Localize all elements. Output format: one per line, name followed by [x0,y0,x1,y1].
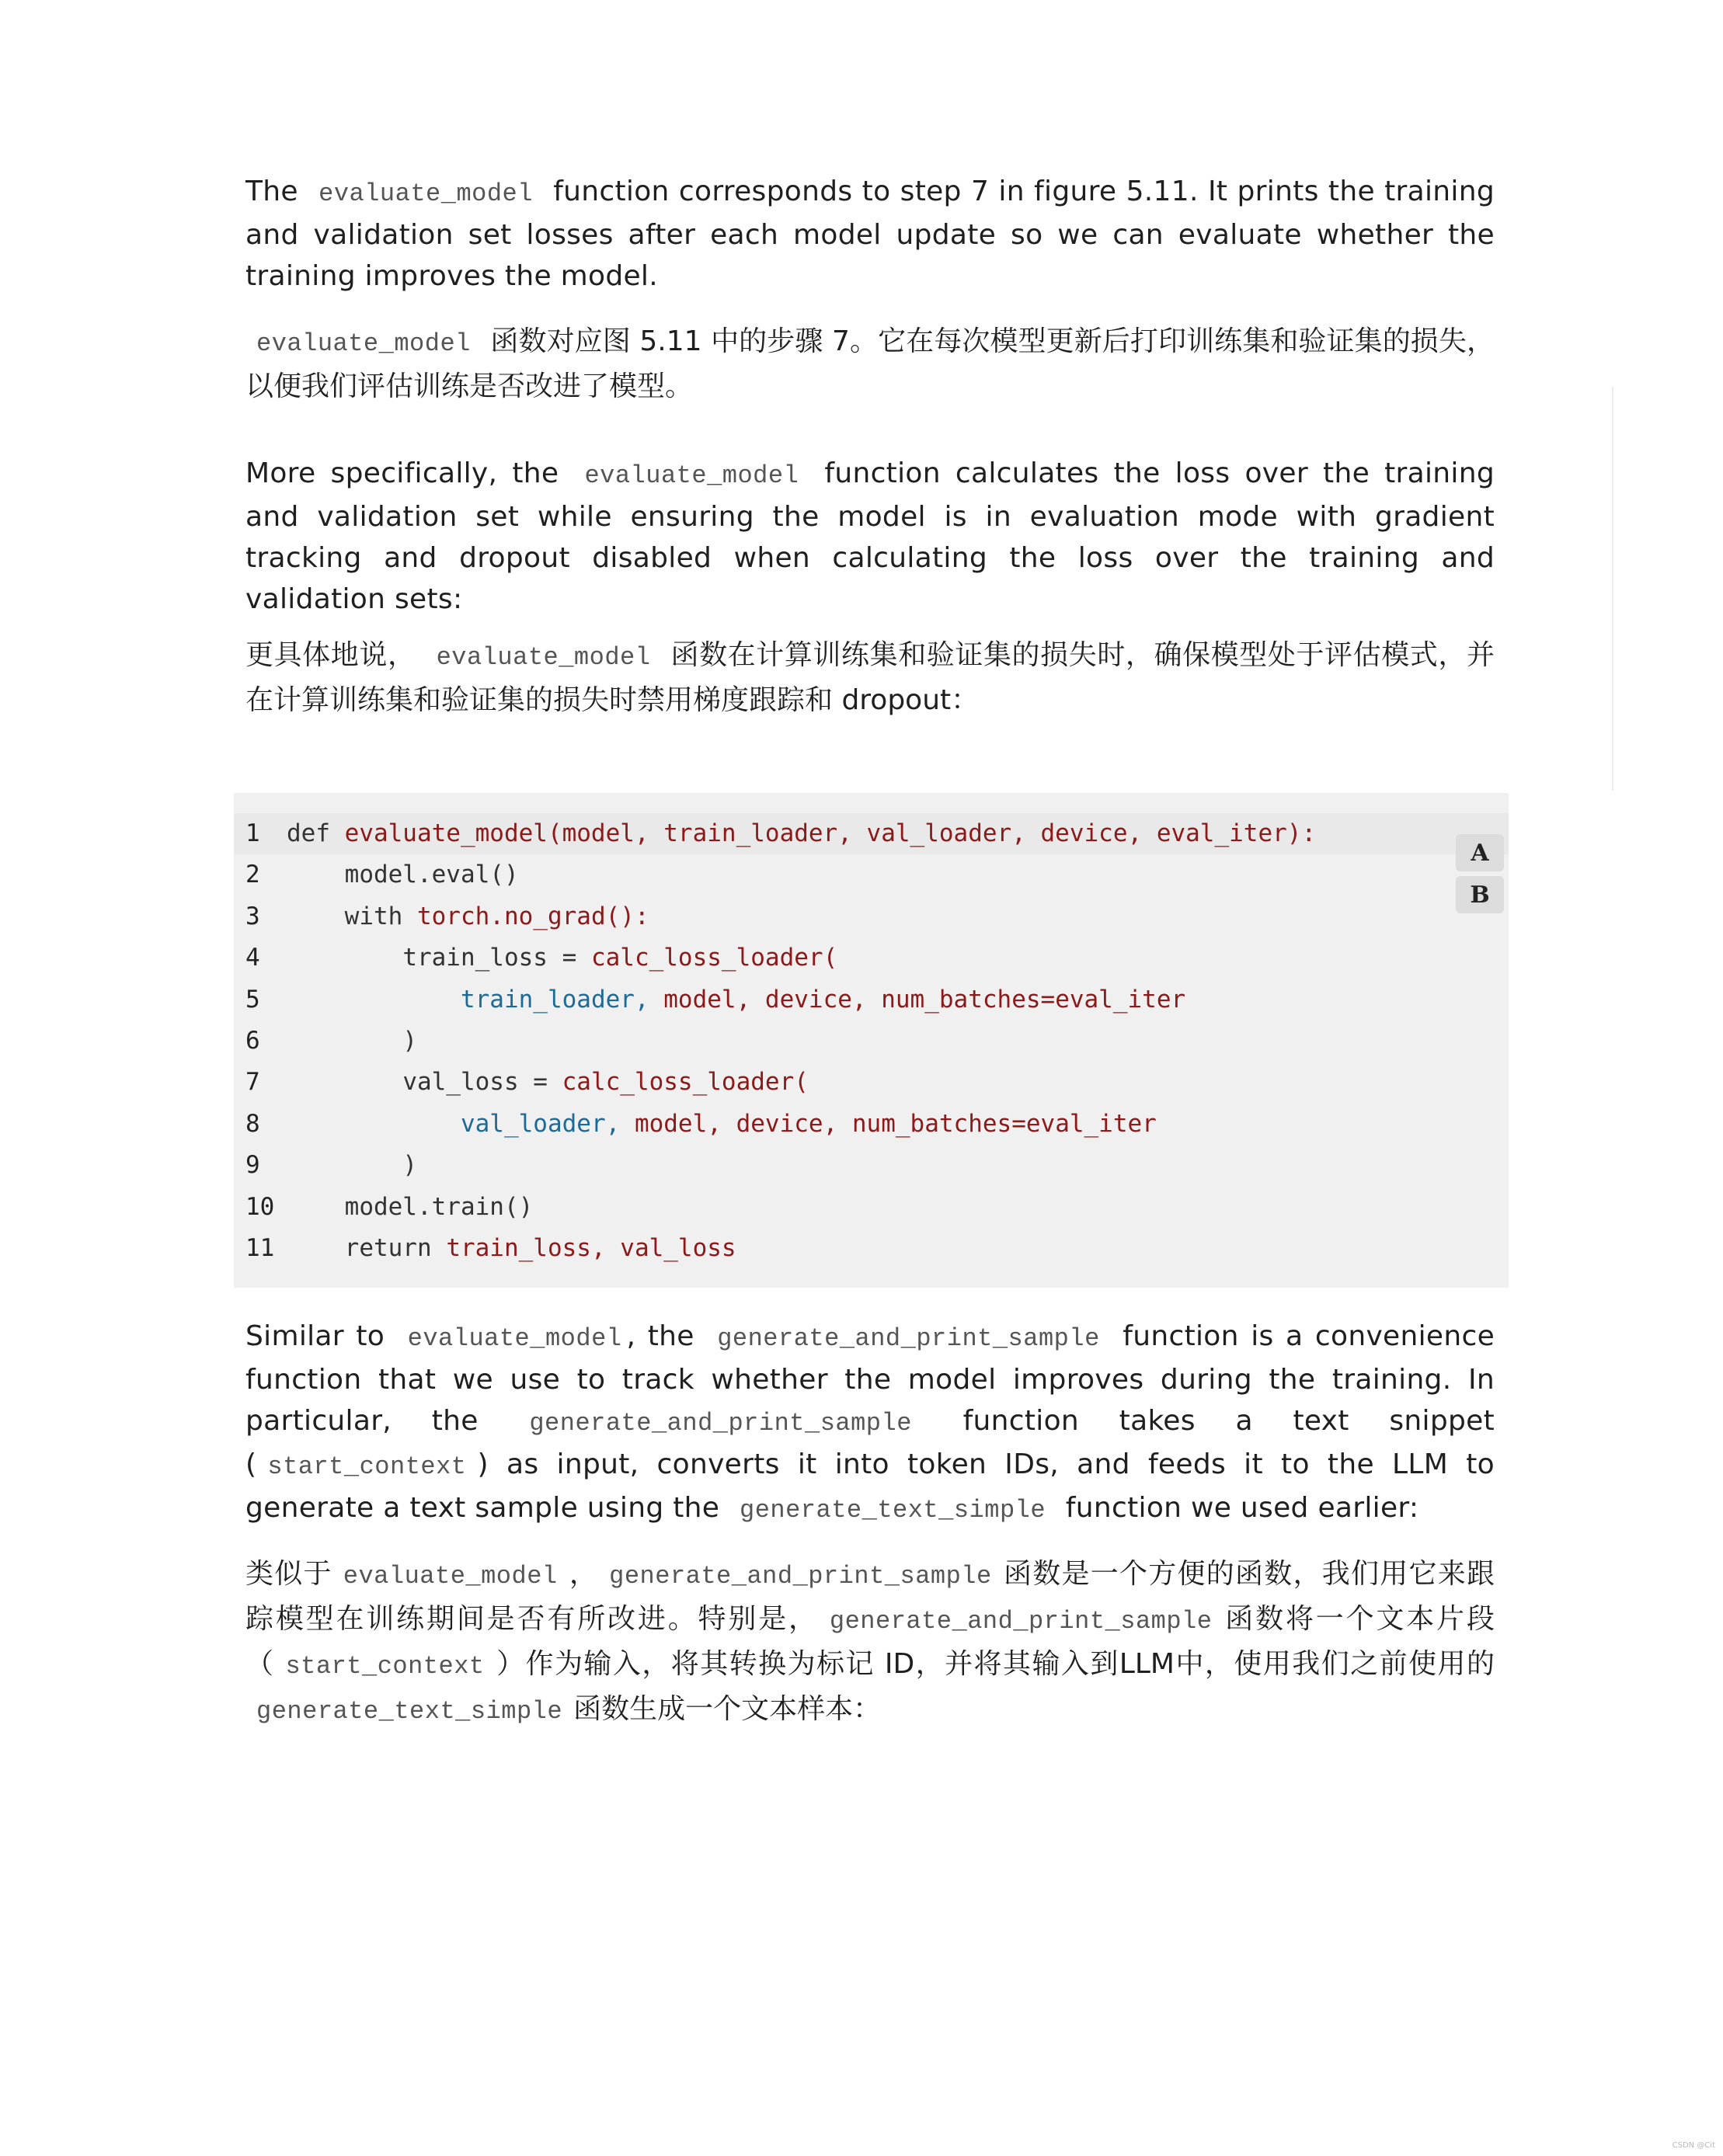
code-indent [287,854,345,895]
line-number: 6 [245,1027,260,1055]
code-line [234,979,1509,1021]
code-line [234,854,1509,895]
code-indent [287,1062,402,1103]
p3-zh-text: ）作为输入，将其转换为标记 ID，并将其输入到LLM中，使用我们之前使用的 [495,1648,1495,1681]
scrollbar-track[interactable] [1612,387,1613,791]
line-number: 9 [245,1151,260,1180]
article-content [245,171,1495,1733]
watermark: CSDN @Cit [1672,2141,1715,2150]
paragraph-1-zh [245,320,1495,408]
paragraph-1 [245,171,1495,297]
p3-zh-text: ， [568,1558,599,1591]
inline-code-generate-text-simple: generate_text_simple [256,1697,563,1727]
line-number: 1 [245,819,260,847]
code-indent [287,1228,345,1269]
code-indent [287,1021,402,1062]
line-number: 5 [245,985,260,1014]
inline-code-evaluate-model: evaluate_model [407,1324,622,1354]
code-call: torch.no_grad(): [416,902,649,930]
paragraph-3 [245,1316,1495,1531]
p2-zh-text-pre: 更具体地说， [245,639,416,671]
p3-text: function takes a text snippet ( [245,1405,1495,1481]
code-text: model.eval() [344,861,519,889]
code-line [234,937,1509,979]
code-argument: val_loader, [460,1109,621,1138]
code-line [234,1062,1509,1103]
code-line [234,1104,1509,1145]
code-line [234,1145,1509,1186]
inline-code-evaluate-model: evaluate_model [256,329,471,358]
code-text: model.train() [344,1192,534,1221]
code-line [234,813,1509,854]
code-keyword: return [344,1234,447,1263]
font-toggle-a-button[interactable]: A [1456,834,1504,871]
line-number: 8 [245,1109,260,1138]
code-arguments: model, device, num_batches=eval_iter [649,985,1186,1014]
code-line [234,896,1509,937]
p1-text-pre: The [245,176,298,207]
inline-code-evaluate-model: evaluate_model [318,179,533,208]
code-block [234,793,1509,1288]
p3-text: function is a convenience function that we use to track whether the model improves during the training. In particular, the [245,1320,1495,1438]
p3-zh-text: 类似于 [245,1558,332,1591]
inline-code-evaluate-model: evaluate_model [343,1562,558,1591]
code-indent [287,1187,345,1228]
p3-text: , the [626,1320,694,1353]
code-line [234,1187,1509,1228]
code-keyword: def [287,819,345,847]
code-indent [287,1104,461,1145]
p3-zh-text: 函数将一个文本片段（ [245,1603,1495,1681]
inline-code-evaluate-model: evaluate_model [436,643,651,672]
code-return-values: train_loss, val_loss [446,1234,736,1263]
line-number: 4 [245,944,260,972]
inline-code-generate-and-print-sample: generate_and_print_sample [829,1607,1213,1636]
code-indent [287,896,345,937]
inline-code-generate-and-print-sample: generate_and_print_sample [529,1409,912,1438]
inline-code-start-context: start_context [285,1652,485,1681]
inline-code-generate-and-print-sample: generate_and_print_sample [717,1324,1100,1354]
p2-text-pre: More specifically, the [245,457,559,489]
p3-zh-text: 函数生成一个文本样本： [573,1693,882,1726]
code-arguments: model, device, num_batches=eval_iter [620,1109,1157,1138]
inline-code-generate-text-simple: generate_text_simple [739,1496,1046,1525]
paragraph-3-zh [245,1553,1495,1733]
line-number: 7 [245,1068,260,1097]
p3-text: function we used earlier: [1065,1492,1419,1525]
code-indent [287,979,461,1021]
paragraph-2-zh [245,634,1495,722]
code-keyword: with [344,902,417,930]
code-call: calc_loss_loader( [590,944,838,972]
line-number: 2 [245,861,260,889]
p3-text: Similar to [245,1320,385,1353]
line-number: 11 [245,1234,275,1263]
p2-text-post: function calculates the loss over the training and validation set while ensuring the model is in evaluation mode with gradient tracking and dropout disabled when calculating the loss over the training and validation sets: [245,457,1495,615]
code-text: ) [402,1027,417,1055]
code-indent [287,1145,402,1186]
line-number: 3 [245,902,260,930]
line-number: 10 [245,1192,275,1221]
p1-zh-text: 函数对应图 5.11 中的步骤 7。它在每次模型更新后打印训练集和验证集的损失，以便我们评估训练是否改进了模型。 [245,325,1495,402]
inline-code-generate-and-print-sample: generate_and_print_sample [609,1562,992,1591]
code-text: ) [402,1151,417,1180]
paragraph-2 [245,453,1495,620]
p1-text-post: function corresponds to step 7 in figure 5.11. It prints the training and validation set losses after each model update so we can evaluate whether the training improves the model. [245,176,1495,292]
inline-code-start-context: start_context [267,1452,467,1482]
p2-zh-text-post: 函数在计算训练集和验证集的损失时，确保模型处于评估模式，并在计算训练集和验证集的损失时禁用梯度跟踪和 dropout： [245,639,1495,716]
code-function-signature: evaluate_model(model, train_loader, val_loader, device, eval_iter): [344,819,1317,847]
font-toggle-b-button[interactable]: B [1456,876,1504,913]
p3-zh-text: 函数是一个方便的函数，我们用它来跟踪模型在训练期间是否有所改进。特别是， [245,1558,1495,1636]
p3-text: ) as input, converts it into token IDs, and feeds it to the LLM to generate a text sample using the [245,1448,1495,1525]
code-argument: train_loader, [460,985,649,1014]
code-line [234,1228,1509,1269]
code-text: val_loss = [402,1068,562,1097]
code-line [234,1021,1509,1062]
code-indent [287,937,402,979]
code-text: train_loss = [402,944,591,972]
inline-code-evaluate-model: evaluate_model [584,461,799,490]
code-call: calc_loss_loader( [562,1068,809,1097]
